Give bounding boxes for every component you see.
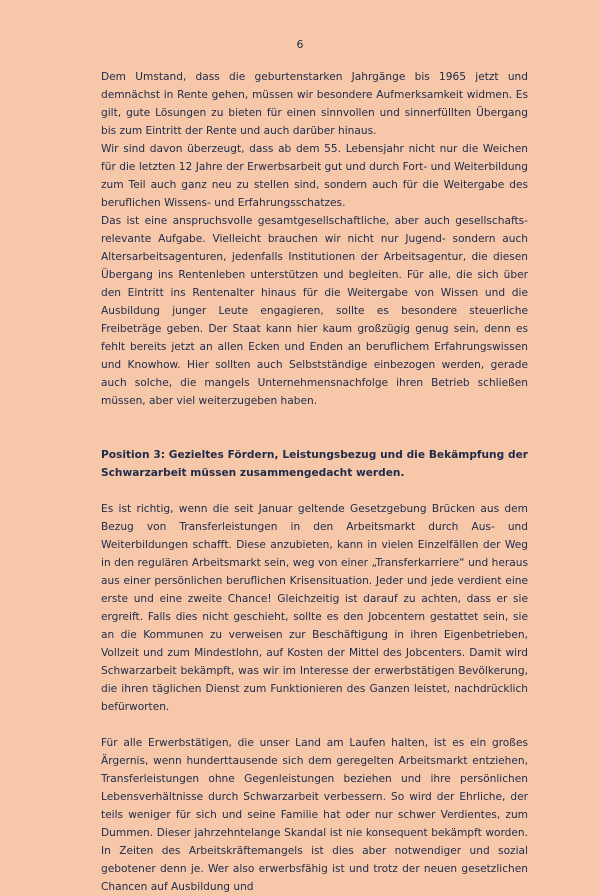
paragraph-gesamtgesellschaftliche-aufgabe: Das ist eine anspruchsvolle gesamtgesellschaftliche, aber auch gesellschafts-relevante Aufgabe. Vielleicht brauchen wir nicht nur Jugend- sondern auch Altersarbeitsagenturen, jedenfalls Institutionen der Arbeitsagentur, die diesen Übergang ins Rentenleben unterstützen und begleiten. Für alle, die sich über den Eintritt ins Rentenalter hinaus für die Weitergabe von Wissen und die Ausbildung junger Leute engagieren, sollte es besondere steuerliche Freibeträge geben. Der Staat kann hier kaum großzügig genug sein, denn es fehlt bereits jetzt an allen Ecken und Enden an beruflichem Erfahrungswissen und Knowhow. Hier sollten auch Selbstständige einbezogen werden, gerade auch solche, die mangels Unternehmensnachfolge ihren Betrieb schließen müssen, aber viel weiterzugeben haben. [101,215,528,407]
page-number: 6 [296,38,304,51]
paragraph-rente-uebergang: Dem Umstand, dass die geburtenstarken Jahrgänge bis 1965 jetzt und demnächst in Rente gehen, müssen wir besondere Aufmerksamkeit widmen. Es gilt, gute Lösungen zu bieten für einen sinnvollen und sinnerfüllten Übergang bis zum Eintritt der Rente und auch darüber hinaus. [101,71,528,137]
spacer [101,410,528,446]
paragraph-transferleistungen: Es ist richtig, wenn die seit Januar geltende Gesetzgebung Brücken aus dem Bezug von Transferleistungen in den Arbeitsmarkt durch Aus- und Weiterbildungen schafft. Diese anzubieten, kann in vielen Einzelfällen der Weg in den regulären Arbeitsmarkt sein, weg von einer „Transferkarriere“ und heraus aus einer persönlichen beruflichen Krisensituation. Jeder und jede verdient eine erste und eine zweite Chance! Gleichzeitig ist darauf zu achten, dass er sie ergreift. Falls dies nicht geschieht, sollte es den Jobcentern gestattet sein, sie an die Kommunen zu verweisen zur Beschäftigung in ihren Eigenbetrieben, Vollzeit und zum Mindestlohn, auf Kosten der Mittel des Jobcenters. Damit wird Schwarzarbeit bekämpft, was wir im Interesse der erwerbstätigen Bevölkerung, die ihren täglichen Dienst zum Funktionieren des Ganzen leistet, nachdrücklich befürworten. [101,503,528,713]
document-body [101,68,528,896]
paragraph-ab-55: Wir sind davon überzeugt, dass ab dem 55. Lebensjahr nicht nur die Weichen für die letzten 12 Jahre der Erwerbsarbeit gut und durch Fort- und Weiterbildung zum Teil auch ganz neu zu stellen sind, sondern auch für die Weitergabe des beruflichen Wissens- und Erfahrungsschatzes. [101,143,528,209]
spacer [101,716,528,734]
section-heading-position-3: Position 3: Gezieltes Fördern, Leistungsbezug und die Bekämpfung der Schwarzarbeit müssen zusammengedacht werden. [101,449,528,479]
paragraph-schwarzarbeit: Für alle Erwerbstätigen, die unser Land am Laufen halten, ist es ein großes Ärgernis, wenn hunderttausende sich dem geregelten Arbeitsmarkt entziehen, Transferleistungen ohne Gegenleistungen beziehen und ihre persönlichen Lebensverhältnisse durch Schwarzarbeit verbessern. So wird der Ehrliche, der teils weniger für sich und seine Familie hat oder nur schwer Verdientes, zum Dummen. Dieser jahrzehntelange Skandal ist nie konsequent bekämpft worden. In Zeiten des Arbeitskräftemangels ist dies aber notwendiger und sozial gebotener denn je. Wer also erwerbsfähig ist und trotz der neuen gesetzlichen Chancen auf Ausbildung und [101,737,528,893]
spacer [101,482,528,500]
